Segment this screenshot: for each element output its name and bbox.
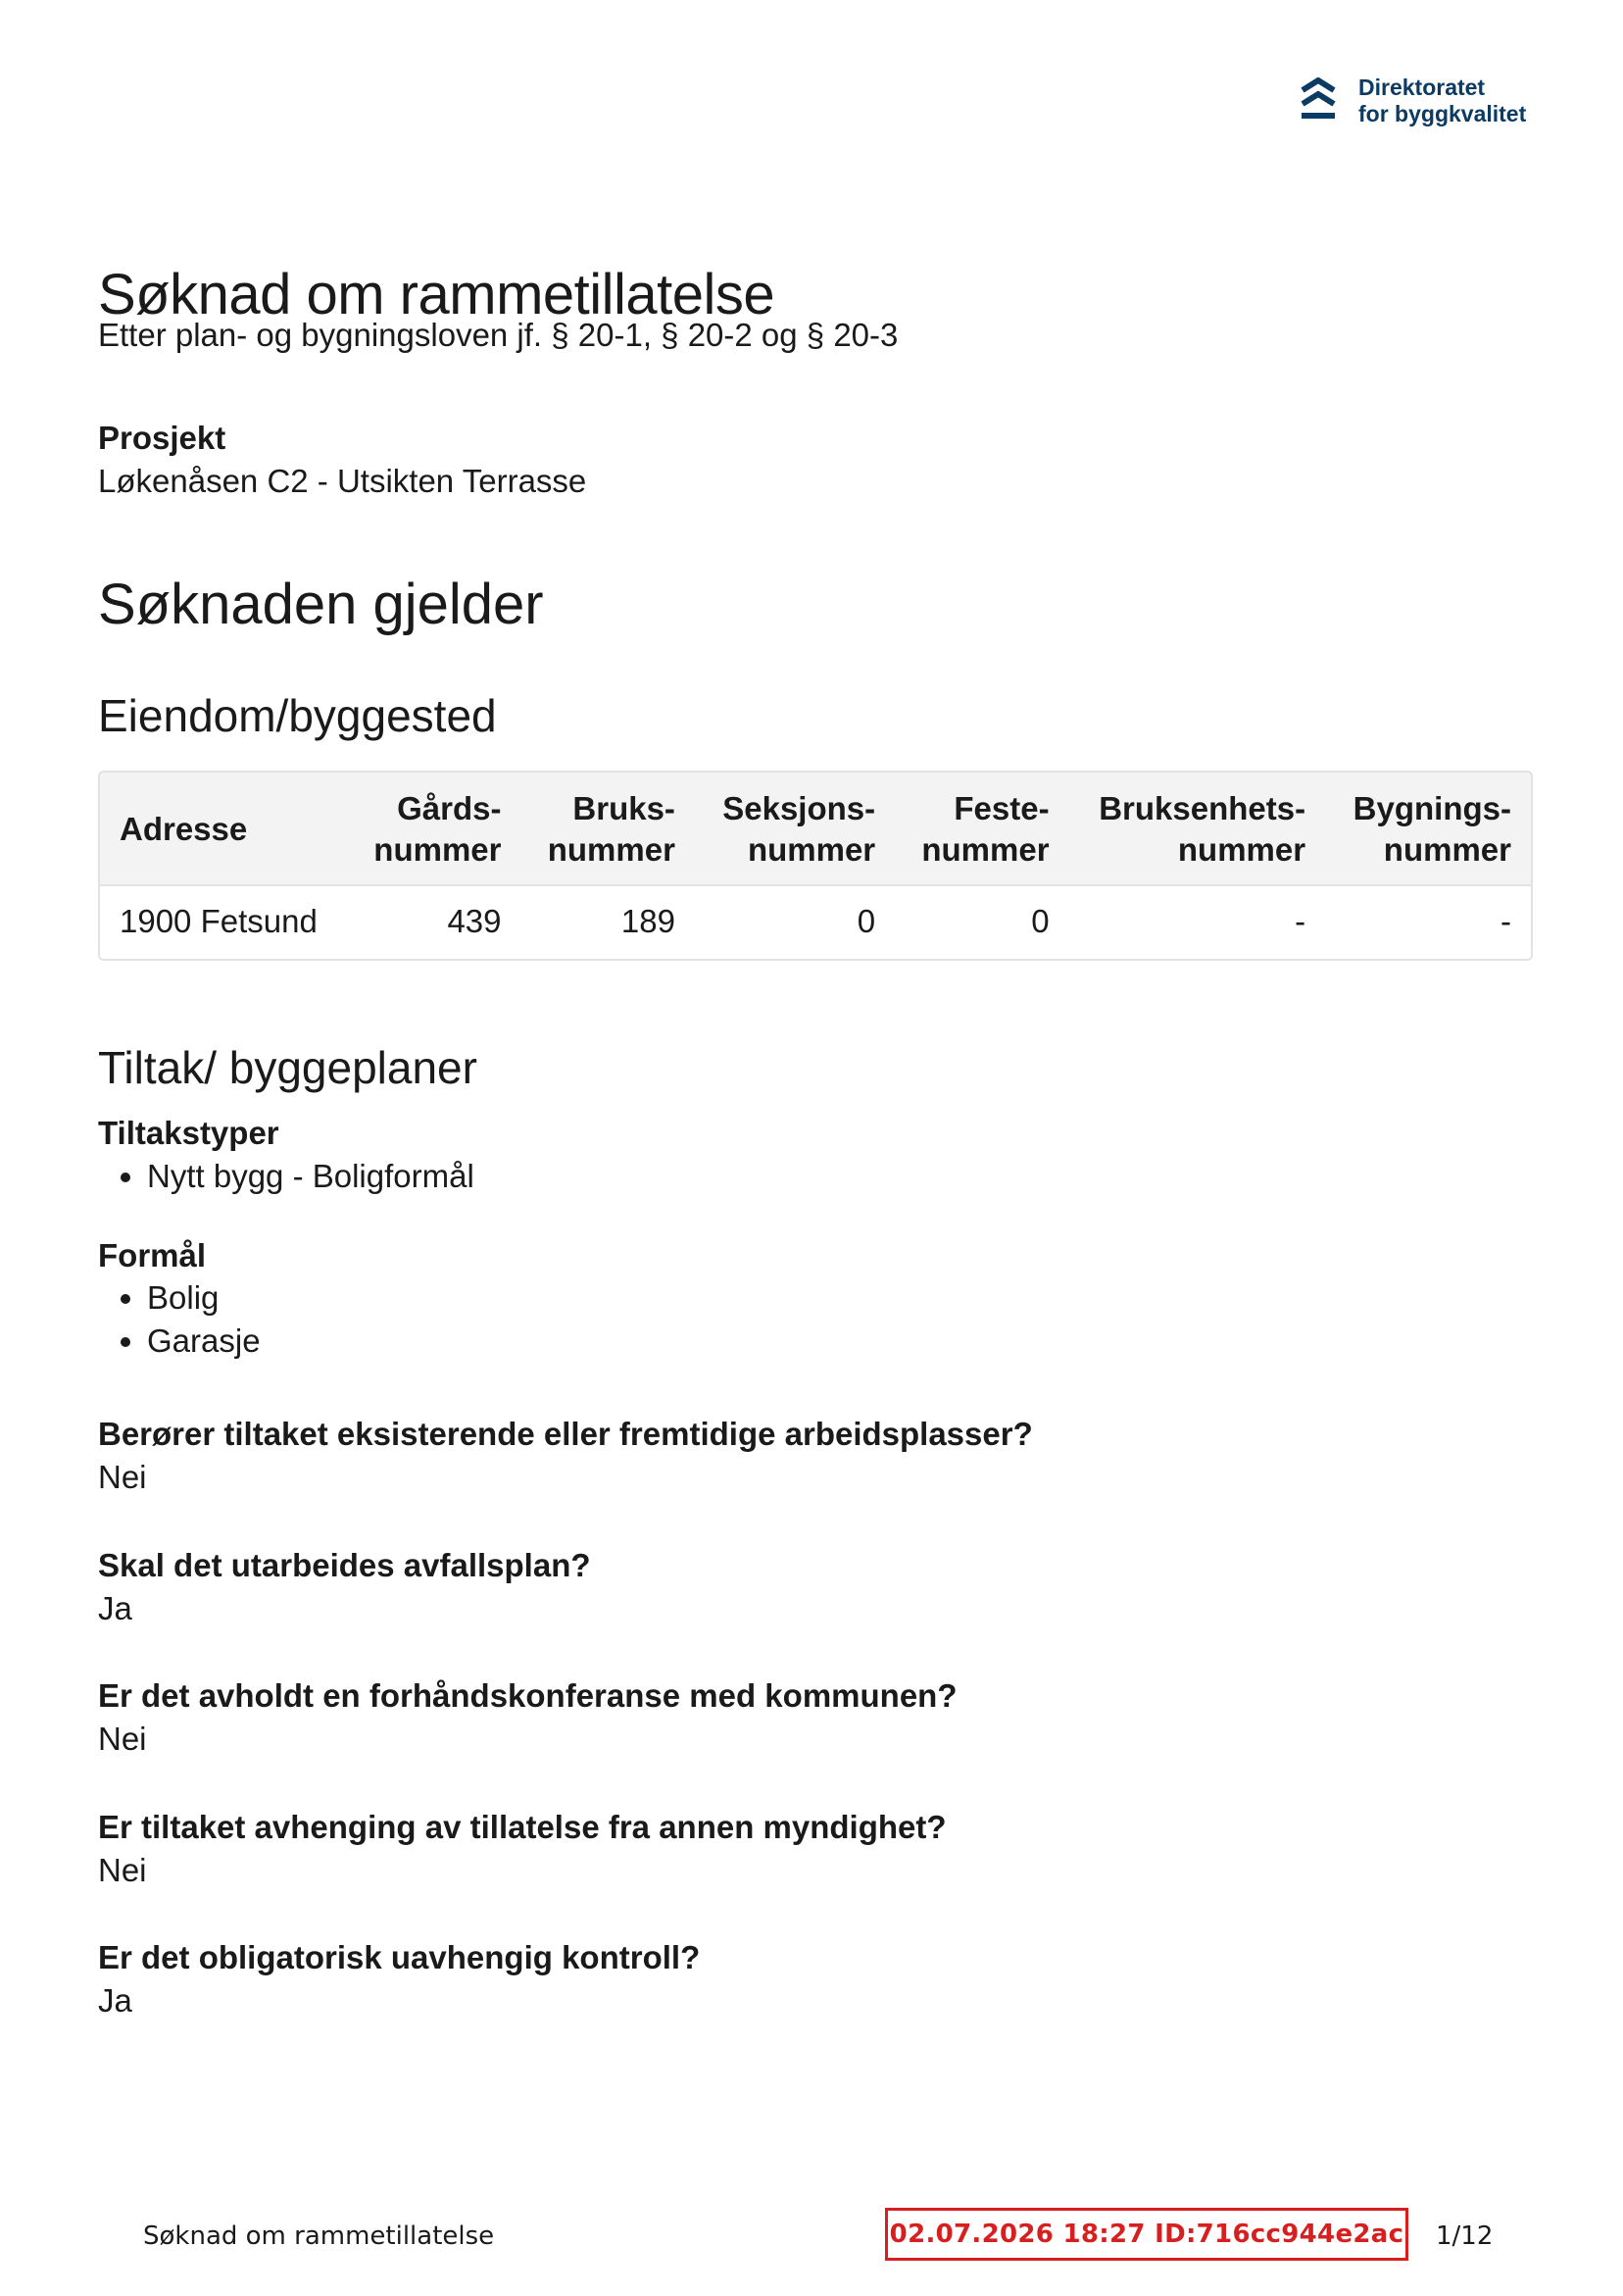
col-header-festenummer: Feste- nummer <box>895 773 1068 885</box>
tiltakstyper-block <box>98 1113 1533 1198</box>
question-text: Er det avholdt en forhåndskonferanse med kommunen? <box>98 1677 958 1715</box>
col-header-seksjonsnummer: Seksjons- nummer <box>695 773 895 885</box>
list-item: • Nytt bygg - Boligformål <box>147 1155 1533 1198</box>
question-text: Skal det utarbeides avfallsplan? <box>98 1546 591 1583</box>
list-item: • Garasje <box>147 1320 1533 1363</box>
question-item <box>98 1937 1533 2022</box>
page-number: 1/12 <box>1436 2221 1494 2251</box>
question-text: Er tiltaket avhenging av tillatelse fra annen myndighet? <box>98 1808 947 1845</box>
cell-bruksenhetsnummer: - <box>1069 885 1326 959</box>
dibk-logo <box>1300 75 1526 127</box>
question-text: Er det obligatorisk uavhengig kontroll? <box>98 1939 701 1976</box>
list-item: • Bolig <box>147 1276 1533 1320</box>
answer-text: Nei <box>98 1721 147 1758</box>
col-header-gardsnummer: Gårds- nummer <box>347 773 520 885</box>
question-item <box>98 1545 1533 1630</box>
col-header-bygningsnummer: Bygnings- nummer <box>1325 773 1531 885</box>
formal-list <box>98 1276 1533 1363</box>
col-header-adresse: Adresse <box>100 773 347 885</box>
formal-block <box>98 1235 1533 1364</box>
cell-bygningsnummer: - <box>1325 885 1531 959</box>
question-item <box>98 1807 1533 1892</box>
question-text: Berører tiltaket eksisterende eller fremtidige arbeidsplasser? <box>98 1416 1033 1453</box>
questions-block <box>98 1414 1533 2022</box>
answer-text: Ja <box>98 1982 132 2020</box>
document-body <box>98 263 1533 2023</box>
project-value: Løkenåsen C2 - Utsikten Terrasse <box>98 463 587 500</box>
document-subtitle: Etter plan- og bygningsloven jf. § 20-1, § 20-2 og § 20-3 <box>98 317 899 353</box>
logo-line-2: for byggkvalitet <box>1358 101 1527 126</box>
col-header-bruksnummer: Bruks- nummer <box>521 773 695 885</box>
cell-festenummer: 0 <box>895 885 1068 959</box>
dibk-logo-icon <box>1300 77 1337 125</box>
formal-label: Formål <box>98 1236 207 1273</box>
footer-title: Søknad om rammetillatelse <box>143 2221 495 2251</box>
answer-text: Ja <box>98 1589 132 1626</box>
table-row <box>100 885 1531 959</box>
timestamp-id-stamp: 02.07.2026 18:27 ID:716cc944e2ac <box>885 2208 1408 2261</box>
property-table <box>98 771 1533 961</box>
col-header-bruksenhetsnummer: Bruksenhets- nummer <box>1069 773 1326 885</box>
cell-adresse: 1900 Fetsund <box>100 885 347 959</box>
tiltakstyper-list <box>98 1155 1533 1198</box>
property-table-header-row <box>100 773 1531 885</box>
property-heading: Eiendom/byggested <box>98 690 497 742</box>
logo-wordmark <box>1358 75 1526 127</box>
project-block <box>98 418 1533 503</box>
cell-seksjonsnummer: 0 <box>695 885 895 959</box>
tiltakstyper-label: Tiltakstyper <box>98 1114 279 1151</box>
answer-text: Nei <box>98 1459 147 1496</box>
cell-bruksnummer: 189 <box>521 885 695 959</box>
logo-line-1: Direktoratet <box>1358 75 1486 100</box>
page-footer <box>0 2208 1623 2265</box>
question-item <box>98 1414 1533 1499</box>
question-item <box>98 1675 1533 1761</box>
cell-gardsnummer: 439 <box>347 885 520 959</box>
section-heading: Søknaden gjelder <box>98 572 544 636</box>
project-label: Prosjekt <box>98 420 226 457</box>
document-title: Søknad om rammetillatelse <box>98 263 775 326</box>
tiltak-heading: Tiltak/ byggeplaner <box>98 1041 477 1093</box>
answer-text: Nei <box>98 1851 147 1888</box>
